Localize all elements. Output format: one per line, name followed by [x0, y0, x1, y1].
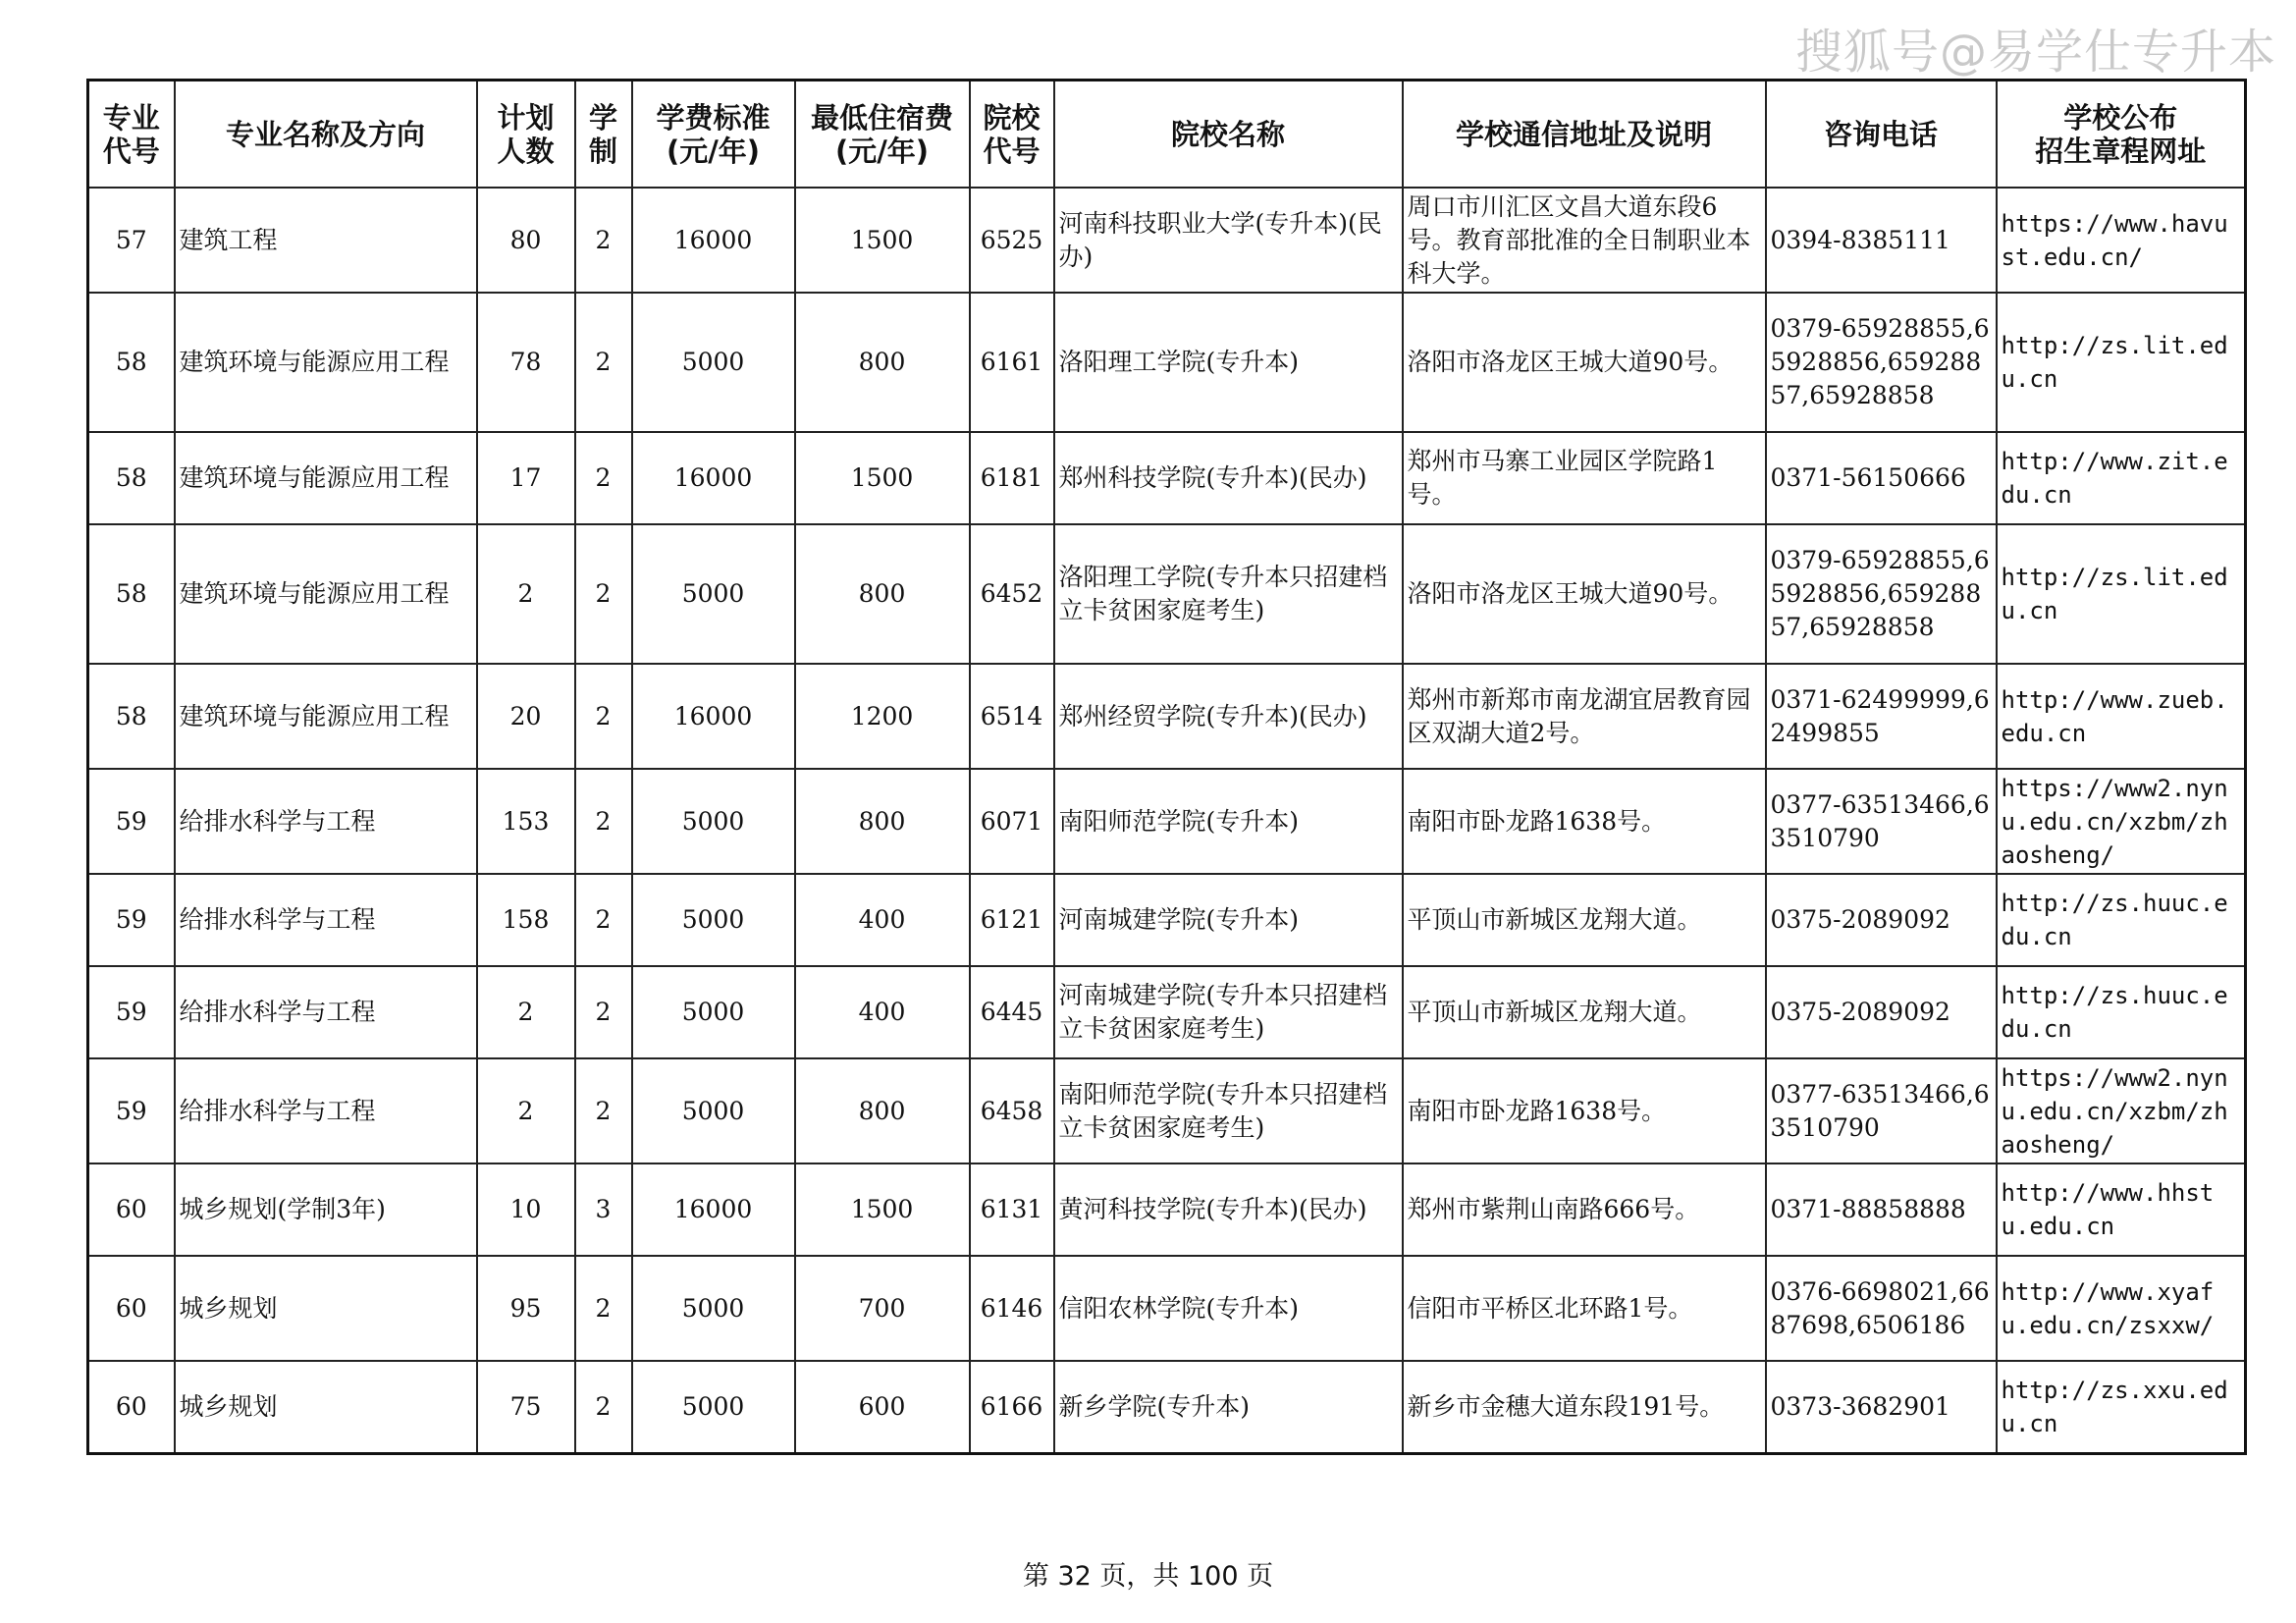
years-cell: 2	[575, 1058, 632, 1163]
major-code-cell: 59	[88, 874, 175, 966]
tuition-cell: 16000	[632, 188, 795, 293]
major-name-cell: 建筑环境与能源应用工程	[175, 664, 477, 769]
years-cell: 2	[575, 966, 632, 1058]
major-name-cell: 给排水科学与工程	[175, 769, 477, 874]
phone-cell: 0373-3682901	[1766, 1361, 1997, 1453]
years-cell: 2	[575, 524, 632, 664]
dorm-fee-cell: 1500	[795, 1163, 970, 1256]
school-code-cell: 6445	[970, 966, 1054, 1058]
dorm-fee-cell: 1500	[795, 432, 970, 524]
major-name-cell: 城乡规划	[175, 1361, 477, 1453]
major-name-cell: 给排水科学与工程	[175, 1058, 477, 1163]
phone-cell: 0377-63513466,63510790	[1766, 769, 1997, 874]
col-plan-count-header: 计划 人数	[477, 81, 575, 189]
address-cell: 新乡市金穗大道东段191号。	[1403, 1361, 1766, 1453]
major-code-cell: 60	[88, 1256, 175, 1361]
phone-cell: 0379-65928855,65928856,65928857,65928858	[1766, 524, 1997, 664]
major-name-cell: 城乡规划	[175, 1256, 477, 1361]
table-row	[88, 966, 2246, 1058]
dorm-fee-cell: 800	[795, 524, 970, 664]
phone-cell: 0376-6698021,6687698,6506186	[1766, 1256, 1997, 1361]
dorm-fee-cell: 1500	[795, 188, 970, 293]
school-code-cell: 6525	[970, 188, 1054, 293]
tuition-cell: 5000	[632, 966, 795, 1058]
website-cell: http://www.hhstu.edu.cn	[1997, 1163, 2246, 1256]
table-row	[88, 1163, 2246, 1256]
watermark: 搜狐号@易学仕专升本	[1794, 25, 2276, 80]
major-name-cell: 建筑环境与能源应用工程	[175, 293, 477, 432]
table-row	[88, 1361, 2246, 1453]
major-code-cell: 58	[88, 293, 175, 432]
school-code-cell: 6514	[970, 664, 1054, 769]
website-cell: https://www2.nynu.edu.cn/xzbm/zhaosheng/	[1997, 769, 2246, 874]
school-code-cell: 6121	[970, 874, 1054, 966]
major-code-cell: 60	[88, 1361, 175, 1453]
plan-count-cell: 17	[477, 432, 575, 524]
school-name-cell: 新乡学院(专升本)	[1054, 1361, 1403, 1453]
phone-cell: 0379-65928855,65928856,65928857,65928858	[1766, 293, 1997, 432]
school-name-cell: 黄河科技学院(专升本)(民办)	[1054, 1163, 1403, 1256]
dorm-fee-cell: 600	[795, 1361, 970, 1453]
address-cell: 平顶山市新城区龙翔大道。	[1403, 966, 1766, 1058]
col-address-header: 学校通信地址及说明	[1403, 81, 1766, 189]
website-cell: http://zs.huuc.edu.cn	[1997, 874, 2246, 966]
school-name-cell: 南阳师范学院(专升本)	[1054, 769, 1403, 874]
address-cell: 郑州市紫荆山南路666号。	[1403, 1163, 1766, 1256]
years-cell: 2	[575, 769, 632, 874]
school-code-cell: 6071	[970, 769, 1054, 874]
major-code-cell: 59	[88, 769, 175, 874]
phone-cell: 0371-62499999,62499855	[1766, 664, 1997, 769]
dorm-fee-cell: 700	[795, 1256, 970, 1361]
table-row	[88, 874, 2246, 966]
school-code-cell: 6181	[970, 432, 1054, 524]
major-code-cell: 58	[88, 524, 175, 664]
phone-cell: 0375-2089092	[1766, 966, 1997, 1058]
plan-count-cell: 78	[477, 293, 575, 432]
address-cell: 郑州市马寨工业园区学院路1号。	[1403, 432, 1766, 524]
major-name-cell: 建筑环境与能源应用工程	[175, 432, 477, 524]
major-name-cell: 城乡规划(学制3年)	[175, 1163, 477, 1256]
address-cell: 洛阳市洛龙区王城大道90号。	[1403, 524, 1766, 664]
plan-count-cell: 75	[477, 1361, 575, 1453]
col-school-code-header: 院校 代号	[970, 81, 1054, 189]
tuition-cell: 5000	[632, 293, 795, 432]
school-code-cell: 6146	[970, 1256, 1054, 1361]
plan-count-cell: 2	[477, 1058, 575, 1163]
major-name-cell: 给排水科学与工程	[175, 874, 477, 966]
table-row	[88, 293, 2246, 432]
school-code-cell: 6166	[970, 1361, 1054, 1453]
tuition-cell: 16000	[632, 432, 795, 524]
school-code-cell: 6452	[970, 524, 1054, 664]
major-code-cell: 60	[88, 1163, 175, 1256]
address-cell: 洛阳市洛龙区王城大道90号。	[1403, 293, 1766, 432]
dorm-fee-cell: 800	[795, 769, 970, 874]
years-cell: 2	[575, 874, 632, 966]
website-cell: http://www.xyafu.edu.cn/zsxxw/	[1997, 1256, 2246, 1361]
address-cell: 信阳市平桥区北环路1号。	[1403, 1256, 1766, 1361]
dorm-fee-cell: 400	[795, 874, 970, 966]
header-row	[88, 81, 2246, 189]
major-code-cell: 59	[88, 1058, 175, 1163]
col-tuition-header: 学费标准 (元/年)	[632, 81, 795, 189]
plan-count-cell: 20	[477, 664, 575, 769]
phone-cell: 0371-56150666	[1766, 432, 1997, 524]
phone-cell: 0377-63513466,63510790	[1766, 1058, 1997, 1163]
school-name-cell: 郑州科技学院(专升本)(民办)	[1054, 432, 1403, 524]
major-code-cell: 58	[88, 664, 175, 769]
page-footer: 第 32 页，共 100 页	[1022, 1561, 1274, 1592]
years-cell: 2	[575, 1361, 632, 1453]
plan-count-cell: 10	[477, 1163, 575, 1256]
col-school-name-header: 院校名称	[1054, 81, 1403, 189]
major-name-cell: 建筑环境与能源应用工程	[175, 524, 477, 664]
col-phone-header: 咨询电话	[1766, 81, 1997, 189]
tuition-cell: 16000	[632, 1163, 795, 1256]
table-row	[88, 432, 2246, 524]
major-code-cell: 57	[88, 188, 175, 293]
major-name-cell: 建筑工程	[175, 188, 477, 293]
col-website-header: 学校公布 招生章程网址	[1997, 81, 2246, 189]
website-cell: http://zs.lit.edu.cn	[1997, 293, 2246, 432]
school-code-cell: 6161	[970, 293, 1054, 432]
plan-count-cell: 2	[477, 966, 575, 1058]
address-cell: 南阳市卧龙路1638号。	[1403, 1058, 1766, 1163]
website-cell: http://zs.huuc.edu.cn	[1997, 966, 2246, 1058]
website-cell: https://www.havust.edu.cn/	[1997, 188, 2246, 293]
dorm-fee-cell: 400	[795, 966, 970, 1058]
website-cell: http://www.zueb.edu.cn	[1997, 664, 2246, 769]
table-row	[88, 188, 2246, 293]
table-row	[88, 1256, 2246, 1361]
phone-cell: 0371-88858888	[1766, 1163, 1997, 1256]
address-cell: 周口市川汇区文昌大道东段6号。教育部批准的全日制职业本科大学。	[1403, 188, 1766, 293]
col-major-name-header: 专业名称及方向	[175, 81, 477, 189]
years-cell: 2	[575, 664, 632, 769]
tuition-cell: 5000	[632, 1058, 795, 1163]
dorm-fee-cell: 1200	[795, 664, 970, 769]
address-cell: 平顶山市新城区龙翔大道。	[1403, 874, 1766, 966]
school-name-cell: 河南城建学院(专升本)	[1054, 874, 1403, 966]
plan-count-cell: 158	[477, 874, 575, 966]
major-code-cell: 58	[88, 432, 175, 524]
website-cell: http://www.zit.edu.cn	[1997, 432, 2246, 524]
years-cell: 2	[575, 293, 632, 432]
address-cell: 郑州市新郑市南龙湖宜居教育园区双湖大道2号。	[1403, 664, 1766, 769]
tuition-cell: 5000	[632, 874, 795, 966]
plan-count-cell: 153	[477, 769, 575, 874]
plan-count-cell: 95	[477, 1256, 575, 1361]
phone-cell: 0394-8385111	[1766, 188, 1997, 293]
school-code-cell: 6131	[970, 1163, 1054, 1256]
years-cell: 2	[575, 1256, 632, 1361]
plan-count-cell: 2	[477, 524, 575, 664]
tuition-cell: 5000	[632, 524, 795, 664]
school-name-cell: 南阳师范学院(专升本只招建档立卡贫困家庭考生)	[1054, 1058, 1403, 1163]
website-cell: https://www2.nynu.edu.cn/xzbm/zhaosheng/	[1997, 1058, 2246, 1163]
table-row	[88, 769, 2246, 874]
address-cell: 南阳市卧龙路1638号。	[1403, 769, 1766, 874]
school-name-cell: 河南科技职业大学(专升本)(民办)	[1054, 188, 1403, 293]
years-cell: 2	[575, 432, 632, 524]
col-years-header: 学 制	[575, 81, 632, 189]
tuition-cell: 5000	[632, 1361, 795, 1453]
phone-cell: 0375-2089092	[1766, 874, 1997, 966]
school-code-cell: 6458	[970, 1058, 1054, 1163]
admissions-table	[86, 79, 2247, 1455]
tuition-cell: 5000	[632, 769, 795, 874]
table-row	[88, 524, 2246, 664]
school-name-cell: 洛阳理工学院(专升本)	[1054, 293, 1403, 432]
table-row	[88, 1058, 2246, 1163]
years-cell: 2	[575, 188, 632, 293]
school-name-cell: 郑州经贸学院(专升本)(民办)	[1054, 664, 1403, 769]
table-row	[88, 664, 2246, 769]
website-cell: http://zs.lit.edu.cn	[1997, 524, 2246, 664]
table-body	[88, 188, 2246, 1453]
years-cell: 3	[575, 1163, 632, 1256]
website-cell: http://zs.xxu.edu.cn	[1997, 1361, 2246, 1453]
dorm-fee-cell: 800	[795, 1058, 970, 1163]
col-dorm-fee-header: 最低住宿费 (元/年)	[795, 81, 970, 189]
major-code-cell: 59	[88, 966, 175, 1058]
col-major-code-header: 专业 代号	[88, 81, 175, 189]
major-name-cell: 给排水科学与工程	[175, 966, 477, 1058]
dorm-fee-cell: 800	[795, 293, 970, 432]
tuition-cell: 5000	[632, 1256, 795, 1361]
school-name-cell: 洛阳理工学院(专升本只招建档立卡贫困家庭考生)	[1054, 524, 1403, 664]
plan-count-cell: 80	[477, 188, 575, 293]
tuition-cell: 16000	[632, 664, 795, 769]
school-name-cell: 信阳农林学院(专升本)	[1054, 1256, 1403, 1361]
school-name-cell: 河南城建学院(专升本只招建档立卡贫困家庭考生)	[1054, 966, 1403, 1058]
